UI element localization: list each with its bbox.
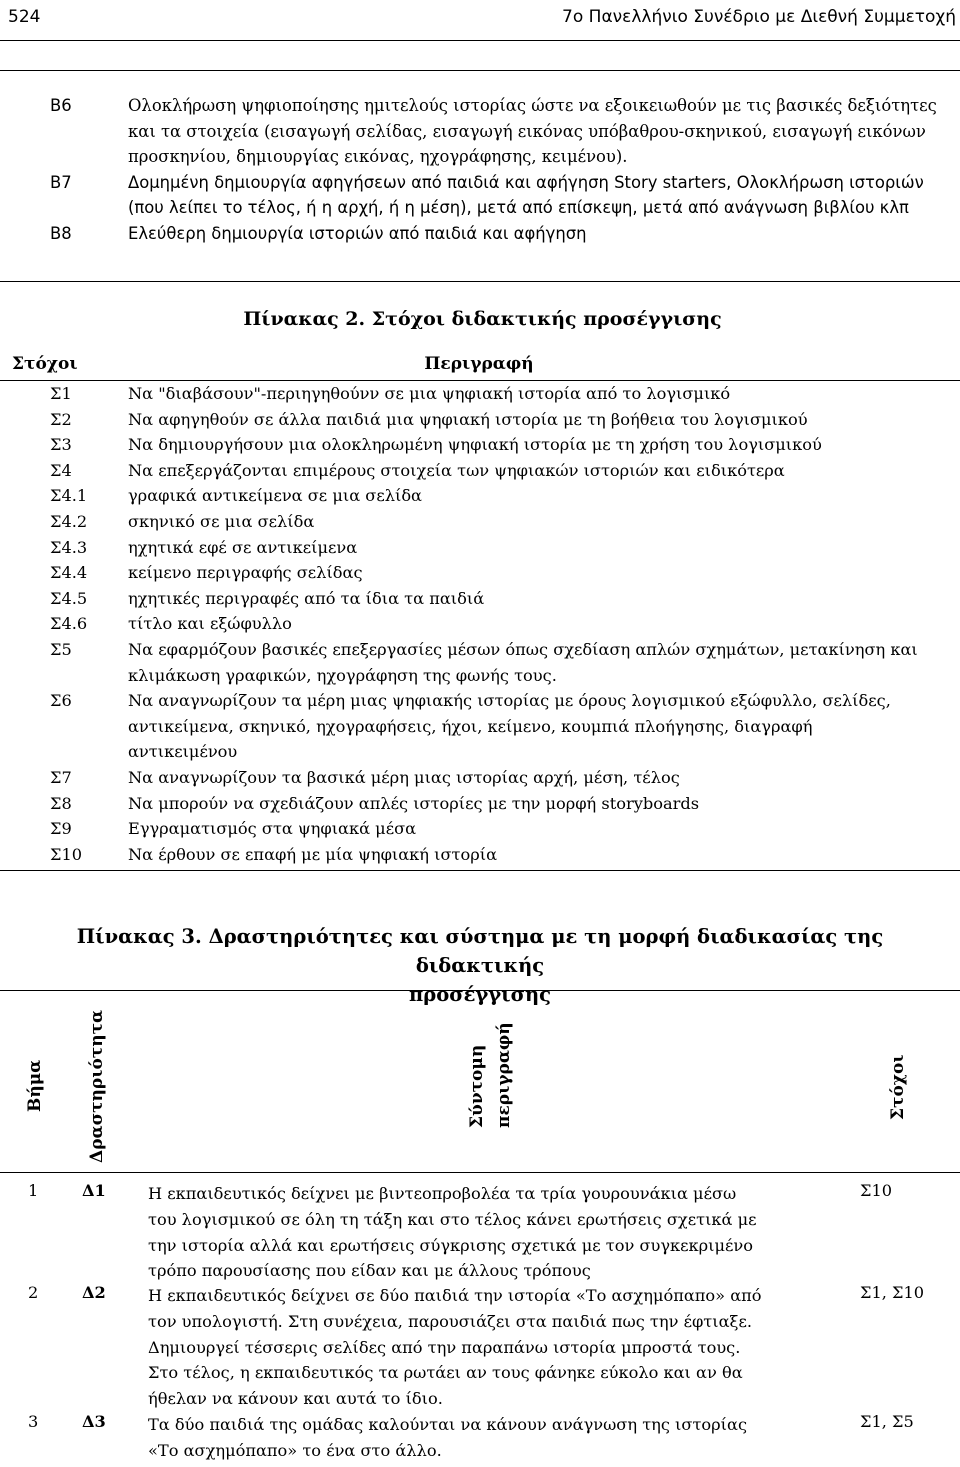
step-goals: Σ1, Σ5	[860, 1412, 914, 1431]
table2-body	[0, 381, 960, 867]
header-goals: Στόχοι	[888, 1054, 908, 1120]
table-row	[0, 816, 960, 842]
goal-code: Σ7	[50, 767, 72, 787]
header-activity: Δραστηριότητα	[87, 1009, 107, 1163]
step-goals: Σ10	[860, 1181, 893, 1200]
table1-continuation	[0, 70, 960, 247]
description-line: Η εκπαιδευτικός δείχνει με βιντεοπροβολέα τα τρία γουρουνάκια μέσω	[148, 1184, 737, 1203]
table2	[0, 348, 960, 867]
table-row	[0, 535, 960, 561]
goal-code: Σ10	[50, 844, 83, 864]
table-row	[0, 483, 960, 509]
goal-code: Σ4.5	[50, 588, 88, 608]
goal-code: Σ4.6	[50, 614, 88, 634]
header-description-line2: περιγραφή	[494, 1022, 514, 1128]
activity-text: Ολοκλήρωση ψηφιοποίησης ημιτελούς ιστορίας ώστε να εξοικειωθούν με τις βασικές δεξιότητες και τα στοιχεία (εισαγωγή σελίδας, εισαγωγή εικόνας υπόβαθρου-σκηνικού, εισαγωγή εικόνων προσκηνίου, δημιουργίας εικόνας, ηχογράφησης, κειμένου).	[128, 96, 937, 167]
goal-description: Εγγραματισμός στα ψηφιακά μέσα	[128, 819, 417, 839]
goal-description: κείμενο περιγραφής σελίδας	[128, 563, 363, 583]
description-line: τον υπολογιστή. Στη συνέχεια, παρουσιάζει στα παιδιά πως την έφτιαξε.	[148, 1311, 752, 1331]
table-row	[0, 221, 960, 247]
header-description	[464, 1022, 518, 1128]
goal-description: Να εφαρμόζουν βασικές επεξεργασίες μέσων όπως σχεδίαση απλών σχημάτων, μετακίνηση και κλιμάκωση γραφικών, ηχογράφηση της φωνής τους.	[128, 639, 918, 685]
table-row	[0, 611, 960, 637]
goal-description: Να "διαβάσουν"-περιηγηθούνν σε μια ψηφιακή ιστορία από το λογισμικό	[128, 384, 731, 403]
description-line: Τα δύο παιδιά της ομάδας καλούνται να κάνουν ανάγνωση της ιστορίας	[148, 1415, 748, 1434]
goal-code: Σ4.1	[50, 486, 88, 506]
goal-description: Να αναγνωρίζουν τα βασικά μέρη μιας ιστορίας αρχή, μέση, τέλος	[128, 767, 680, 787]
description-line: την ιστορία αλλά και ερωτήσεις σύγκρισης σχετικά με τον συγκεκριμένο	[148, 1235, 754, 1255]
description-line: τρόπο παρουσίασης που είδαν και με άλλους τρόπους	[148, 1261, 591, 1281]
goal-description: Να αναγνωρίζουν τα μέρη μιας ψηφιακής ιστορίας με όρους λογισμικού εξώφυλλο, σελίδες, αντικείμενα, σκηνικό, ηχογραφήσεις, ήχοι, κείμενο, κουμπιά πλοήγησης, διαγραφή αντικειμένου	[128, 691, 891, 762]
table2-bottom-rule	[0, 870, 960, 871]
table-row	[0, 170, 960, 221]
activity-code: Δ1	[82, 1181, 106, 1200]
goal-description: Να δημιουργήσουν μια ολοκληρωμένη ψηφιακή ιστορία με τη χρήση του λογισμικού	[128, 435, 822, 455]
table1-bottom-rule	[0, 281, 960, 282]
step-goals: Σ1, Σ10	[860, 1283, 925, 1302]
header-description: Περιγραφή	[424, 354, 534, 374]
table3-caption-line1: Πίνακας 3. Δραστηριότητες και σύστημα με τη μορφή διαδικασίας της διδακτικής	[76, 925, 884, 977]
table2-caption: Πίνακας 2. Στόχοι διδακτικής προσέγγισης	[243, 308, 722, 330]
goal-code: Σ2	[50, 409, 72, 429]
activity-code: Δ3	[82, 1412, 106, 1431]
goal-code: Σ4.2	[50, 511, 88, 531]
activity-code: Β7	[50, 172, 72, 192]
table-row	[0, 765, 960, 791]
table-row	[0, 71, 960, 170]
goal-description: ηχητικά εφέ σε αντικείμενα	[128, 537, 358, 557]
table-row	[0, 432, 960, 458]
goal-description: Να επεξεργάζονται επιμέρους στοιχεία των ψηφιακών ιστοριών και ειδικότερα	[128, 460, 785, 480]
header-description-line1: Σύντομη	[467, 1044, 487, 1128]
table-row	[0, 381, 960, 407]
activity-text: Δομημένη δημιουργία αφηγήσεων από παιδιά και αφήγηση Story starters, Ολοκλήρωση ιστοριών (που λείπει το τέλος, ή η αρχή, ή η μέση), μετά από επίσκεψη, μετά από ανάγνωση βιβλίου κλπ	[128, 172, 924, 218]
goal-description: τίτλο και εξώφυλλο	[128, 614, 292, 634]
table3-caption-line2: προσέγγισης	[408, 983, 552, 1006]
table-row	[0, 407, 960, 433]
step-number: 2	[28, 1283, 39, 1302]
step-description	[148, 1412, 830, 1464]
goal-code: Σ6	[50, 691, 72, 711]
running-title: 7ο Πανελλήνιο Συνέδριο με Διεθνή Συμμετοχή	[562, 7, 956, 27]
header-step: Βήμα	[25, 1059, 45, 1112]
step-number: 3	[28, 1412, 39, 1431]
description-line: του λογισμικού σε όλη τη τάξη και στο τέλος κάνει ερωτήσεις σχετικά με	[148, 1209, 757, 1229]
goal-description: γραφικά αντικείμενα σε μια σελίδα	[128, 486, 422, 506]
goal-code: Σ9	[50, 819, 72, 839]
table-row	[0, 560, 960, 586]
header-goals: Στόχοι	[12, 354, 78, 374]
activity-code: Β8	[50, 223, 72, 243]
table-row	[0, 637, 960, 688]
table-row	[0, 509, 960, 535]
step-description	[148, 1181, 830, 1284]
description-line: Στο τέλος, η εκπαιδευτικός τα ρωτάει αν τους φάνηκε εύκολο και αν θα	[148, 1363, 743, 1383]
goal-description: Να έρθουν σε επαφή με μία ψηφιακή ιστορία	[128, 844, 498, 864]
description-line: Η εκπαιδευτικός δείχνει σε δύο παιδιά την ιστορία «Το ασχημόπαπο» από	[148, 1286, 762, 1305]
goal-code: Σ5	[50, 639, 72, 659]
description-line: «Το ασχημόπαπο» το ένα στο άλλο.	[148, 1440, 442, 1460]
table3-top-rule	[0, 990, 960, 991]
goal-code: Σ1	[50, 384, 72, 403]
goal-description: ηχητικές περιγραφές από τα ίδια τα παιδιά	[128, 588, 485, 608]
step-number: 1	[28, 1181, 39, 1200]
goal-code: Σ4	[50, 460, 72, 480]
running-header	[0, 0, 960, 41]
table-row	[0, 688, 960, 765]
table3-caption	[30, 922, 930, 1009]
goal-description: Να μπορούν να σχεδιάζουν απλές ιστορίες με την μορφή storyboards	[128, 793, 700, 813]
description-line: Δημιουργεί τέσσερις σελίδες από την παραπάνω ιστορία μπροστά τους.	[148, 1337, 741, 1357]
goal-description: Να αφηγηθούν σε άλλα παιδιά μια ψηφιακή ιστορία με τη βοήθεια του λογισμικού	[128, 409, 808, 429]
goal-code: Σ8	[50, 793, 72, 813]
table-row	[0, 842, 960, 868]
activity-text: Ελεύθερη δημιουργία ιστοριών από παιδιά και αφήγηση	[128, 223, 587, 243]
table3-header-rule	[0, 1172, 960, 1173]
goal-code: Σ3	[50, 435, 72, 455]
step-description	[148, 1283, 830, 1412]
goal-description: σκηνικό σε μια σελίδα	[128, 511, 315, 531]
table-row	[0, 458, 960, 484]
table-row	[0, 791, 960, 817]
goal-code: Σ4.3	[50, 537, 88, 557]
page-number: 524	[8, 7, 41, 27]
activity-code: Β6	[50, 96, 72, 115]
activity-code: Δ2	[82, 1283, 106, 1302]
table-header-row	[0, 348, 960, 381]
description-line: ήθελαν να κάνουν και αυτά το ίδιο.	[148, 1389, 443, 1409]
goal-code: Σ4.4	[50, 563, 88, 583]
table-row	[0, 586, 960, 612]
